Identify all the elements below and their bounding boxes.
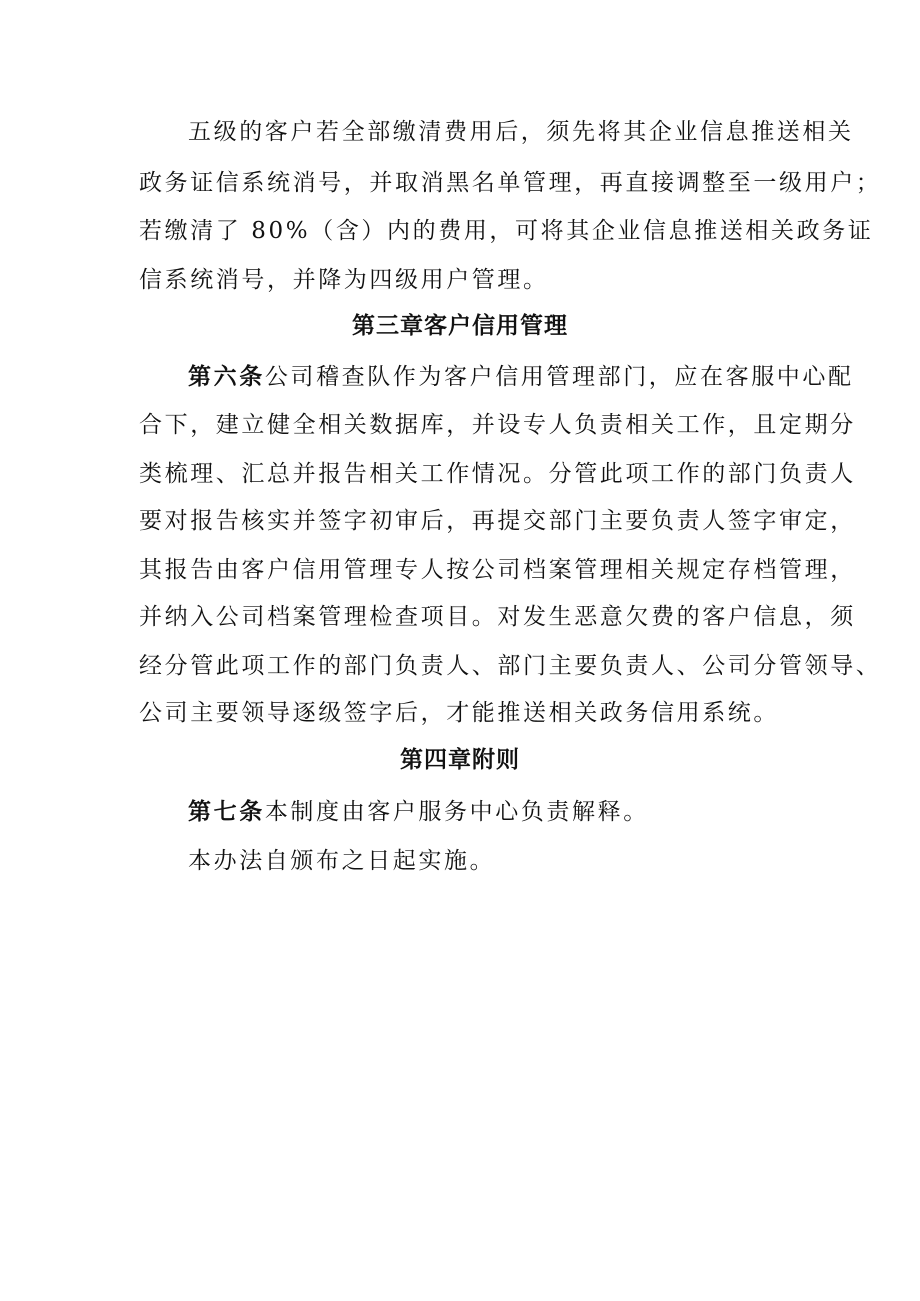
paragraph-line: 公司主要领导逐级签字后，才能推送相关政务信用系统。 bbox=[139, 700, 779, 726]
article-7-text: 本制度由客户服务中心负责解释。 bbox=[264, 799, 649, 825]
paragraph-line: 政务证信系统消号，并取消黑名单管理，再直接调整至一级用户； bbox=[139, 170, 882, 196]
paragraph-line: 类梳理、汇总并报告相关工作情况。分管此项工作的部门负责人 bbox=[139, 461, 856, 487]
paragraph-line: 并纳入公司档案管理检查项目。对发生恶意欠费的客户信息，须 bbox=[139, 604, 856, 630]
paragraph-line: 经分管此项工作的部门负责人、部门主要负责人、公司分管领导、 bbox=[139, 653, 882, 679]
paragraph-line: 五级的客户若全部缴清费用后，须先将其企业信息推送相关 bbox=[188, 119, 854, 145]
article-7-label: 第七条 bbox=[188, 798, 265, 825]
chapter-4-heading: 第四章附则 bbox=[400, 746, 520, 773]
article-7-line bbox=[188, 797, 649, 827]
paragraph-line: 要对报告核实并签字初审后，再提交部门主要负责人签字审定， bbox=[139, 508, 856, 534]
article-6-text: 公司稽查队作为客户信用管理部门，应在客服中心配 bbox=[264, 364, 854, 390]
article-6-label: 第六条 bbox=[188, 363, 265, 390]
paragraph-line: 合下，建立健全相关数据库，并设专人负责相关工作，且定期分 bbox=[139, 412, 856, 438]
paragraph-line: 其报告由客户信用管理专人按公司档案管理相关规定存档管理， bbox=[139, 557, 856, 583]
paragraph-line: 信系统消号，并降为四级用户管理。 bbox=[139, 267, 549, 293]
chapter-3-heading: 第三章客户信用管理 bbox=[352, 312, 568, 339]
closing-line: 本办法自颁布之日起实施。 bbox=[188, 848, 496, 874]
paragraph-line: 若缴清了 80%（含）内的费用，可将其企业信息推送相关政务证 bbox=[139, 218, 874, 244]
article-6-first-line bbox=[188, 362, 854, 392]
